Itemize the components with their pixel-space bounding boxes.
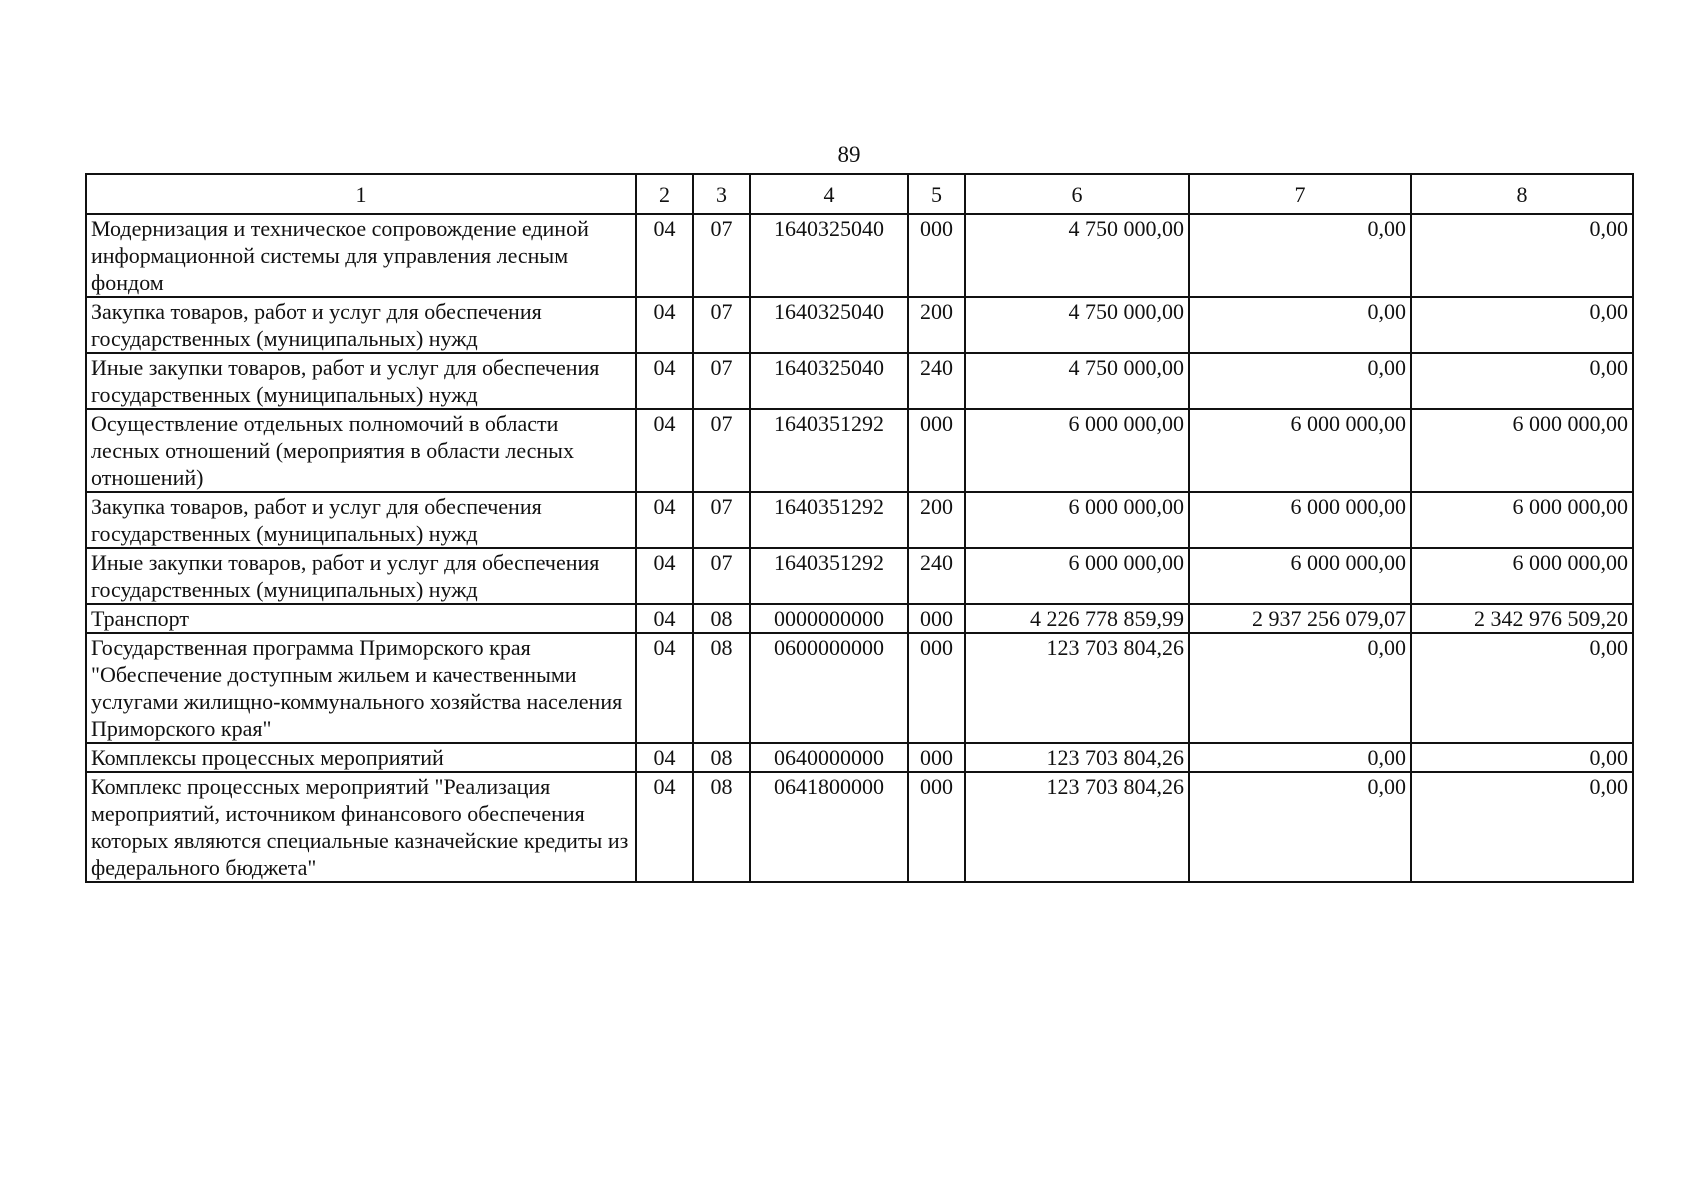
subsection-code: 07 — [693, 548, 750, 604]
target-article-code: 0000000000 — [750, 604, 908, 633]
subsection-code: 07 — [693, 409, 750, 492]
amount-col7: 0,00 — [1189, 214, 1411, 297]
target-article-code: 0600000000 — [750, 633, 908, 743]
table-row — [86, 492, 1633, 548]
expense-type-code: 000 — [908, 604, 965, 633]
expense-type-code: 000 — [908, 743, 965, 772]
target-article-code: 1640351292 — [750, 409, 908, 492]
amount-col6: 4 750 000,00 — [965, 297, 1189, 353]
amount-col6: 6 000 000,00 — [965, 548, 1189, 604]
expense-type-code: 200 — [908, 297, 965, 353]
amount-col7: 6 000 000,00 — [1189, 548, 1411, 604]
amount-col8: 6 000 000,00 — [1411, 492, 1633, 548]
row-name: Закупка товаров, работ и услуг для обеспечения государственных (муниципальных) нужд — [86, 297, 636, 353]
target-article-code: 1640351292 — [750, 548, 908, 604]
expense-type-code: 000 — [908, 772, 965, 882]
amount-col6: 4 750 000,00 — [965, 214, 1189, 297]
amount-col8: 0,00 — [1411, 772, 1633, 882]
header-cell: 8 — [1411, 174, 1633, 214]
row-name: Модернизация и техническое сопровождение единой информационной системы для управления лесным фондом — [86, 214, 636, 297]
subsection-code: 08 — [693, 633, 750, 743]
subsection-code: 07 — [693, 353, 750, 409]
table-row — [86, 214, 1633, 297]
table-row — [86, 548, 1633, 604]
amount-col8: 2 342 976 509,20 — [1411, 604, 1633, 633]
amount-col6: 123 703 804,26 — [965, 743, 1189, 772]
table-row — [86, 604, 1633, 633]
target-article-code: 0641800000 — [750, 772, 908, 882]
target-article-code: 1640325040 — [750, 297, 908, 353]
expense-type-code: 000 — [908, 633, 965, 743]
expense-type-code: 240 — [908, 548, 965, 604]
amount-col7: 2 937 256 079,07 — [1189, 604, 1411, 633]
table-row — [86, 743, 1633, 772]
header-cell: 4 — [750, 174, 908, 214]
table-row — [86, 633, 1633, 743]
amount-col6: 4 226 778 859,99 — [965, 604, 1189, 633]
amount-col6: 6 000 000,00 — [965, 492, 1189, 548]
row-name: Государственная программа Приморского края "Обеспечение доступным жильем и качественными услугами жилищно-коммунального хозяйства населения Приморского края" — [86, 633, 636, 743]
target-article-code: 1640351292 — [750, 492, 908, 548]
section-code: 04 — [636, 772, 693, 882]
amount-col8: 0,00 — [1411, 633, 1633, 743]
table-row — [86, 772, 1633, 882]
header-cell: 6 — [965, 174, 1189, 214]
subsection-code: 08 — [693, 743, 750, 772]
row-name: Закупка товаров, работ и услуг для обеспечения государственных (муниципальных) нужд — [86, 492, 636, 548]
header-cell: 5 — [908, 174, 965, 214]
subsection-code: 08 — [693, 772, 750, 882]
section-code: 04 — [636, 604, 693, 633]
amount-col6: 123 703 804,26 — [965, 772, 1189, 882]
budget-table — [85, 173, 1634, 883]
section-code: 04 — [636, 353, 693, 409]
row-name: Комплекс процессных мероприятий "Реализация мероприятий, источником финансового обеспечения которых являются специальные казначейские кредиты из федерального бюджета" — [86, 772, 636, 882]
amount-col7: 0,00 — [1189, 743, 1411, 772]
amount-col7: 6 000 000,00 — [1189, 409, 1411, 492]
row-name: Иные закупки товаров, работ и услуг для обеспечения государственных (муниципальных) нужд — [86, 548, 636, 604]
amount-col7: 0,00 — [1189, 772, 1411, 882]
table-body — [86, 214, 1633, 882]
header-cell: 1 — [86, 174, 636, 214]
table-row — [86, 409, 1633, 492]
subsection-code: 07 — [693, 297, 750, 353]
header-cell: 7 — [1189, 174, 1411, 214]
row-name: Иные закупки товаров, работ и услуг для обеспечения государственных (муниципальных) нужд — [86, 353, 636, 409]
section-code: 04 — [636, 633, 693, 743]
amount-col7: 0,00 — [1189, 297, 1411, 353]
amount-col6: 6 000 000,00 — [965, 409, 1189, 492]
table-row — [86, 353, 1633, 409]
page-number: 89 — [837, 142, 861, 167]
amount-col8: 0,00 — [1411, 353, 1633, 409]
row-name: Транспорт — [86, 604, 636, 633]
subsection-code: 07 — [693, 492, 750, 548]
table-row — [86, 297, 1633, 353]
amount-col6: 123 703 804,26 — [965, 633, 1189, 743]
section-code: 04 — [636, 492, 693, 548]
amount-col8: 6 000 000,00 — [1411, 409, 1633, 492]
amount-col6: 4 750 000,00 — [965, 353, 1189, 409]
expense-type-code: 000 — [908, 214, 965, 297]
section-code: 04 — [636, 214, 693, 297]
section-code: 04 — [636, 743, 693, 772]
section-code: 04 — [636, 409, 693, 492]
row-name: Осуществление отдельных полномочий в области лесных отношений (мероприятия в области лесных отношений) — [86, 409, 636, 492]
amount-col7: 6 000 000,00 — [1189, 492, 1411, 548]
subsection-code: 08 — [693, 604, 750, 633]
amount-col7: 0,00 — [1189, 353, 1411, 409]
amount-col8: 6 000 000,00 — [1411, 548, 1633, 604]
header-cell: 3 — [693, 174, 750, 214]
header-row — [86, 174, 1633, 214]
section-code: 04 — [636, 297, 693, 353]
subsection-code: 07 — [693, 214, 750, 297]
header-cell: 2 — [636, 174, 693, 214]
target-article-code: 1640325040 — [750, 353, 908, 409]
amount-col8: 0,00 — [1411, 297, 1633, 353]
target-article-code: 0640000000 — [750, 743, 908, 772]
amount-col8: 0,00 — [1411, 743, 1633, 772]
expense-type-code: 200 — [908, 492, 965, 548]
expense-type-code: 240 — [908, 353, 965, 409]
row-name: Комплексы процессных мероприятий — [86, 743, 636, 772]
amount-col8: 0,00 — [1411, 214, 1633, 297]
amount-col7: 0,00 — [1189, 633, 1411, 743]
target-article-code: 1640325040 — [750, 214, 908, 297]
expense-type-code: 000 — [908, 409, 965, 492]
section-code: 04 — [636, 548, 693, 604]
